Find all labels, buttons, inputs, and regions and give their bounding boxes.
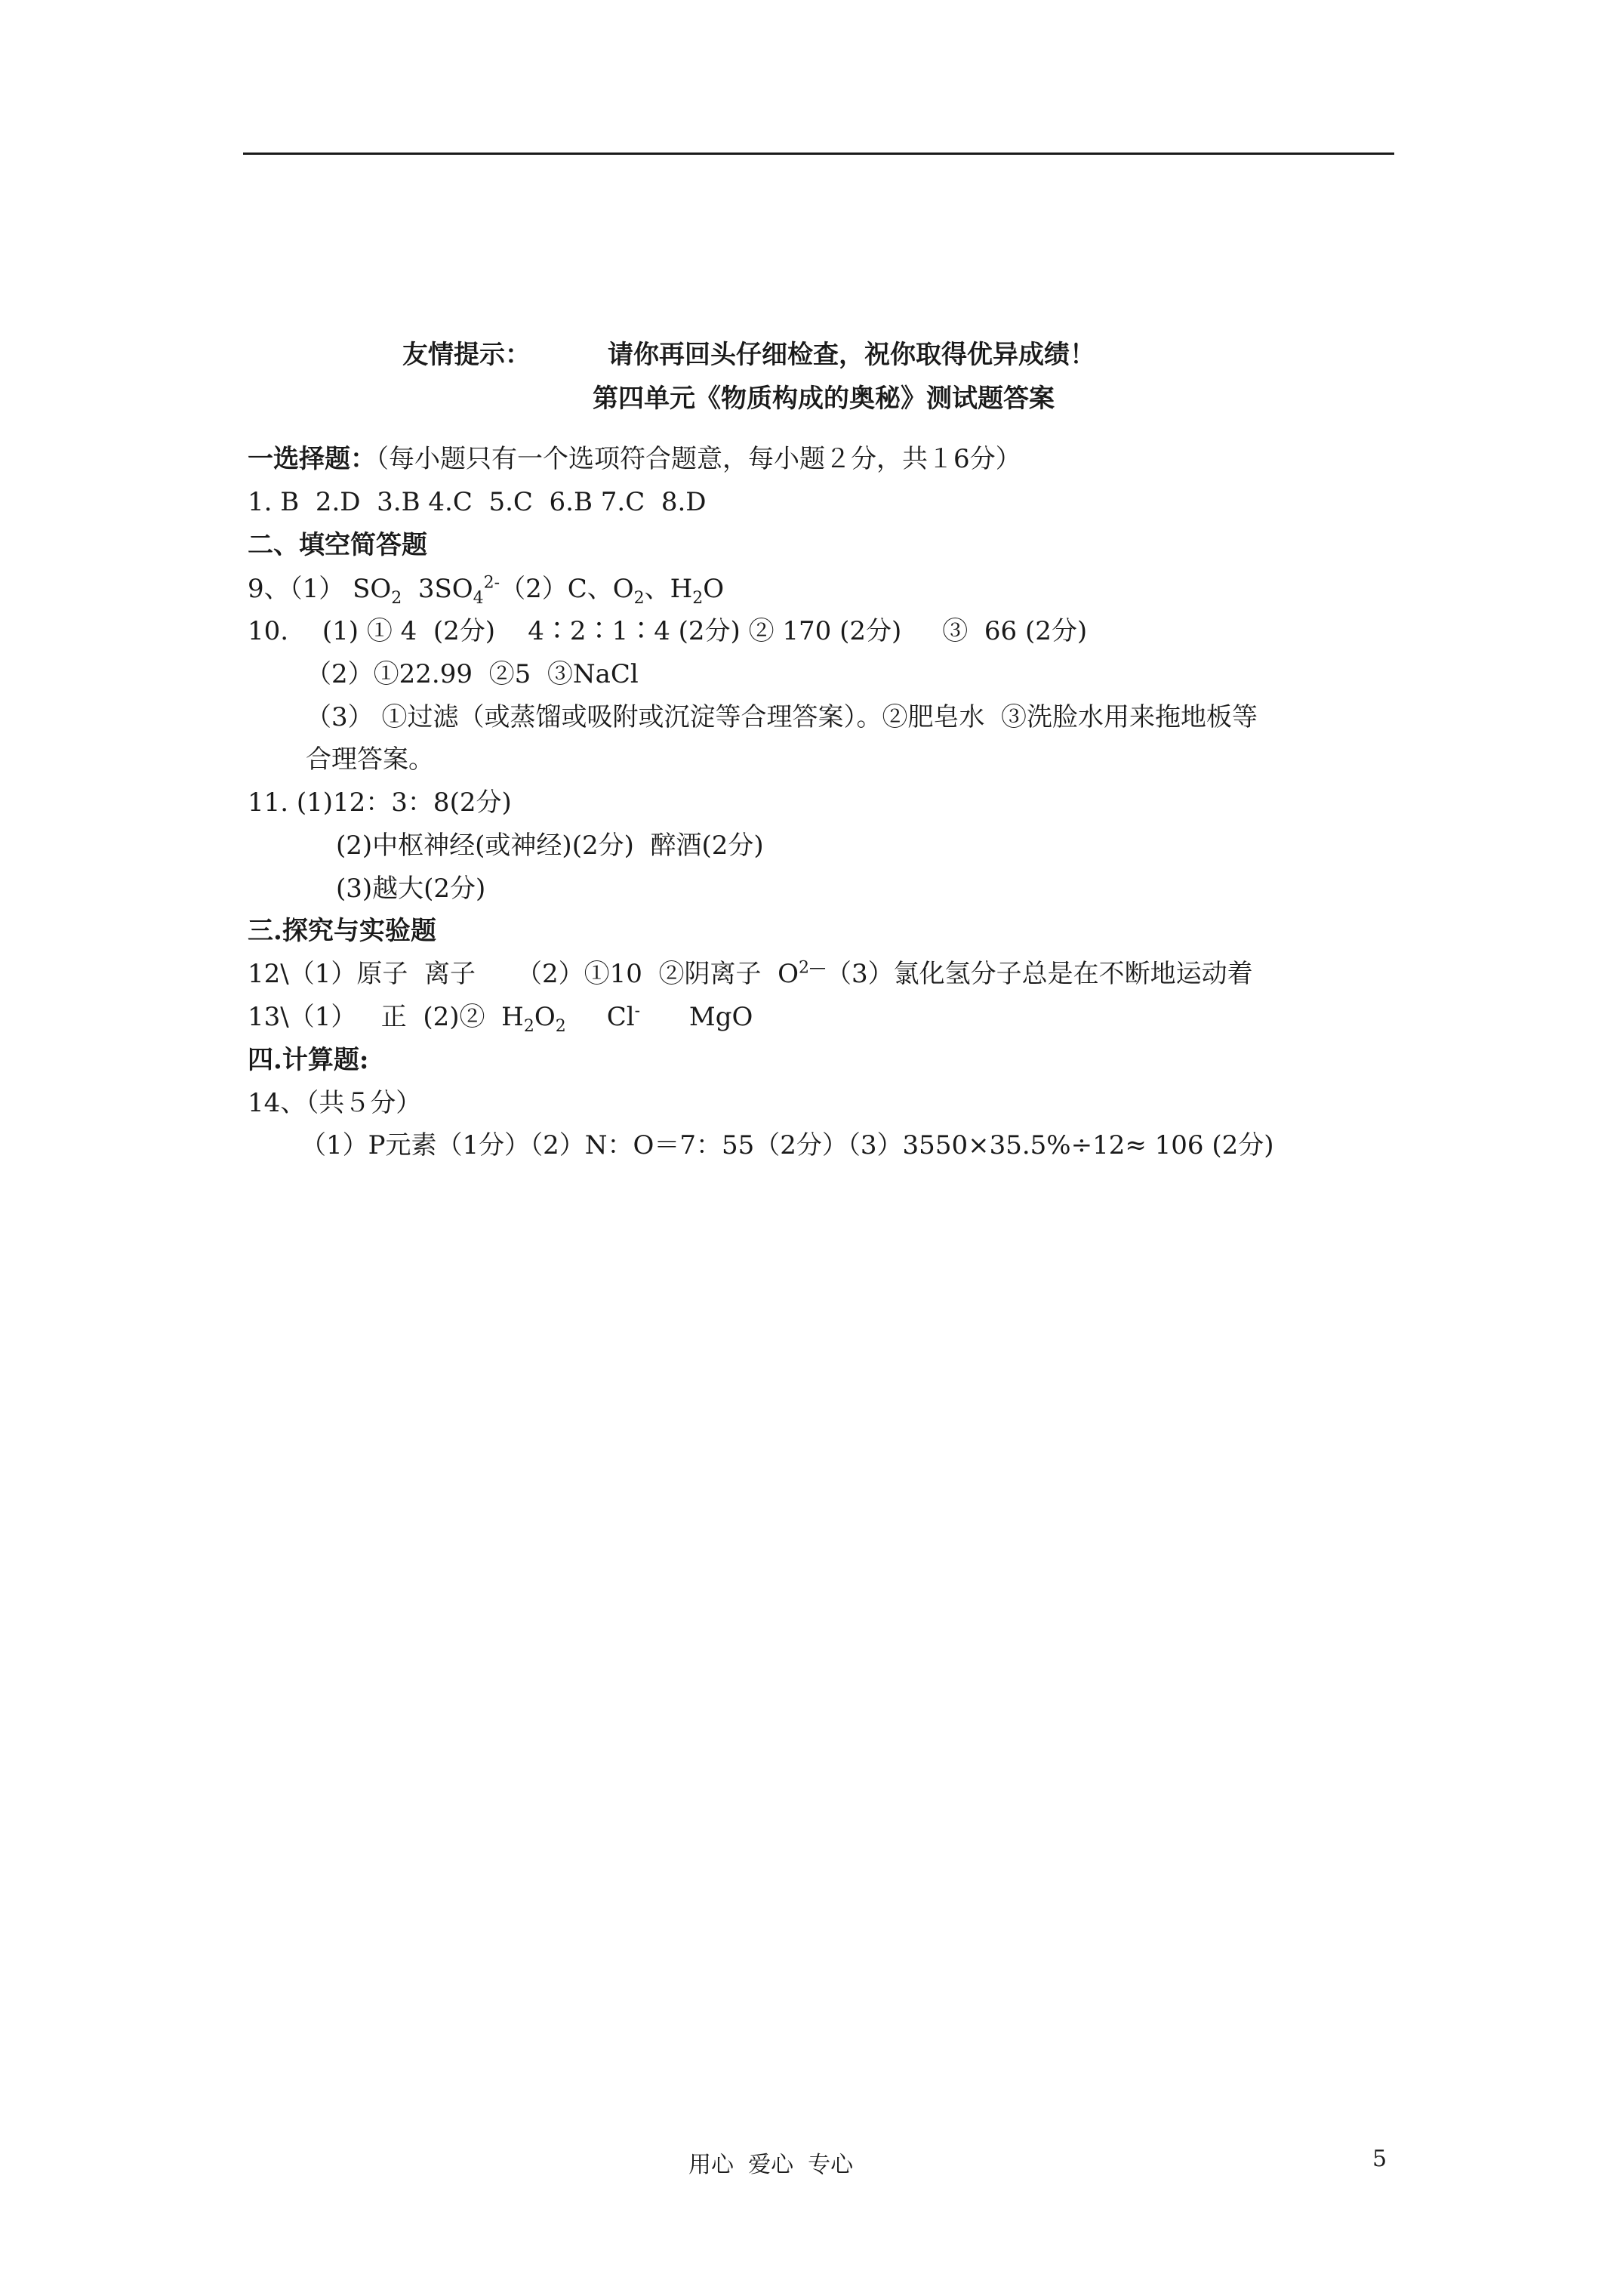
q10-part3: （3） ①过滤（或蒸馏或吸附或沉淀等合理答案）。②肥皂水 ③洗脸水用来拖地板等 <box>306 702 1258 732</box>
q11-part3: (3)越大(2分) <box>336 874 486 904</box>
q13-answer: 13\（1） 正 (2)② $H_2O_2$ Cl- MgO <box>248 1001 753 1036</box>
tip-message: 请你再回头仔细检查，祝你取得优异成绩！ <box>608 340 1095 370</box>
document-title: 第四单元《物质构成的奥秘》测试题答案 <box>593 384 1055 414</box>
q11-part1: 11. (1)12：3：8(2分) <box>248 787 512 818</box>
section1-note: （每小题只有一个选项符合题意，每小题２分，共１6分） <box>376 444 1021 474</box>
section1-heading: 一选择题： <box>248 444 376 474</box>
q12-answer: 12\（1）原子 离子 （2）①10 ②阴离子 $O^{2—}(3)$氯化氢分子总是在不断地运动着 <box>248 958 1253 989</box>
tip-label: 友情提示： <box>402 340 531 370</box>
q10-part3-continued: 合理答案。 <box>306 744 434 775</box>
section1-answers: 1. B 2.D 3.B 4.C 5.C 6.B 7.C 8.D <box>248 487 707 517</box>
q10-part2: （2）①22.99 ②5 ③NaCl <box>306 659 639 689</box>
page-number: 5 <box>1372 2146 1387 2172</box>
q9-answer: 9、（1） $SO_2$ $3SO_4^{2-}(2)C$、$O_2$、$H_2O$ <box>248 573 725 608</box>
section4-heading: 四.计算题: <box>248 1045 369 1075</box>
header-rule <box>243 153 1394 155</box>
footer-text: 用心 爱心 专心 <box>688 2152 854 2178</box>
q14-header: 14、（共５分） <box>248 1088 422 1118</box>
q11-part2: (2)中枢神经(或神经)(2分) 醉酒(2分) <box>336 831 764 861</box>
q10-part1: 10. (1) ① 4 (2分) 4∶2∶1∶4 (2分) ② 170 (2分) ③ 66 (2分) <box>248 616 1088 646</box>
section1-line <box>248 444 1021 474</box>
section3-heading: 三.探究与实验题 <box>248 916 436 946</box>
q14-answer: （1）P元素（1分）（2）N：O＝7：55（2分）（3）3550×35.5%÷12≈ 106 (2分) <box>300 1130 1274 1160</box>
section2-heading: 二、填空简答题 <box>248 530 427 560</box>
